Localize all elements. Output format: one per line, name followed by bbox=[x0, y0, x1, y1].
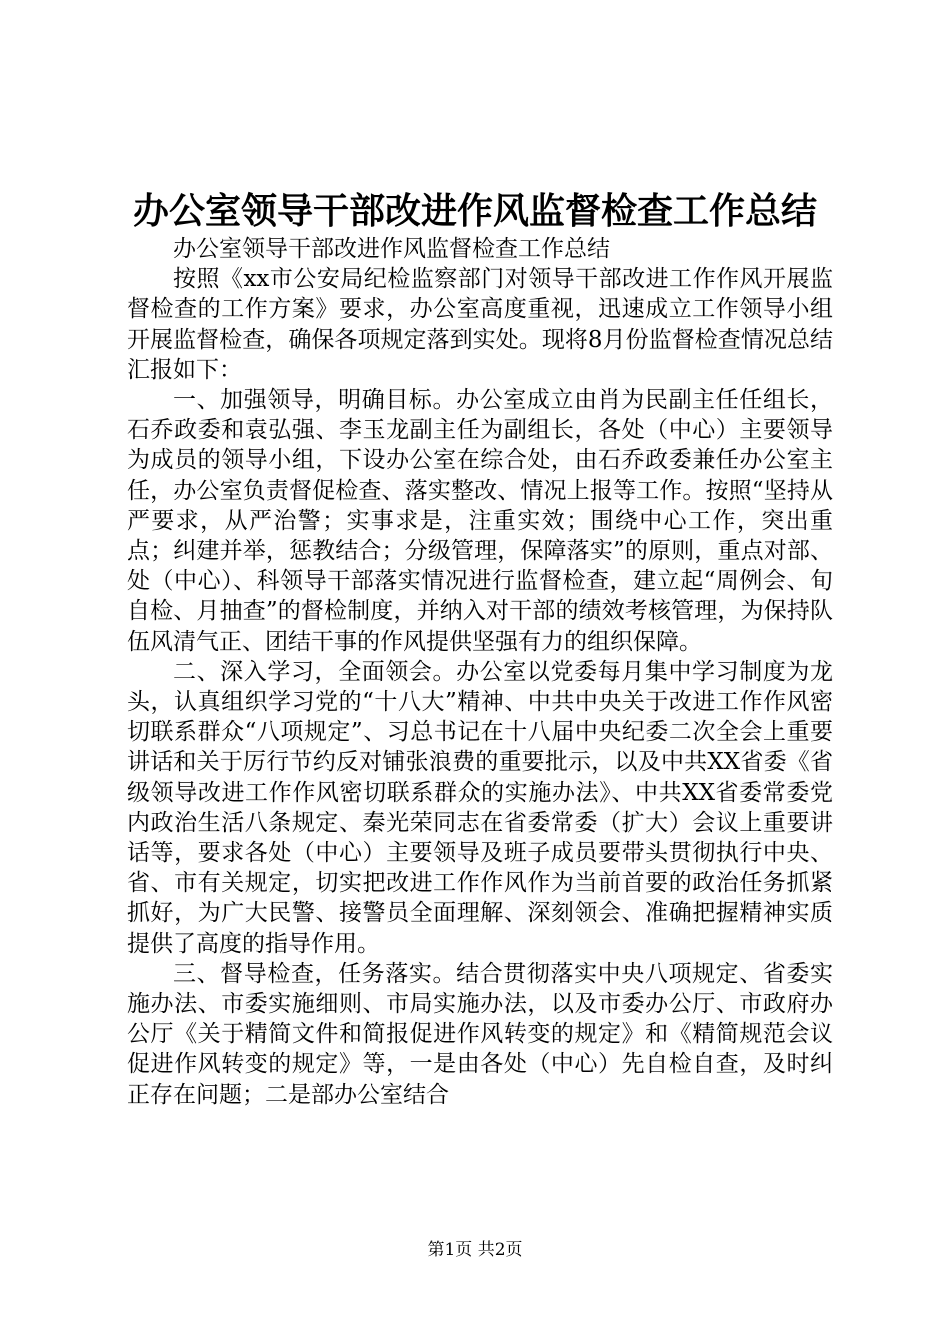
section-three-paragraph: 三、督导检查，任务落实。结合贯彻落实中央八项规定、省委实施办法、市委实施细则、市局实施办法，以及市委办公厅、市政府办公厅《关于精简文件和简报促进作风转变的规定》和《精简规范会议促进作风转变的规定》等，一是由各处（中心）先自检自查，及时纠正存在问题；二是部办公室结合 bbox=[127, 960, 833, 1108]
section-two-paragraph: 二、深入学习，全面领会。办公室以党委每月集中学习制度为龙头，认真组织学习党的“十八大”精神、中共中央关于改进工作作风密切联系群众“八项规定”、习总书记在十八届中央纪委二次全会上重要讲话和关于厉行节约反对铺张浪费的重要批示，以及中共XX省委《省级领导改进工作作风密切联系群众的实施办法》、中共XX省委常委党内政治生活八条规定、秦光荣同志在省委常委（扩大）会议上重要讲话等，要求各处（中心）主要领导及班子成员要带头贯彻执行中央、省、市有关规定，切实把改进工作作风作为当前首要的政治任务抓紧抓好，为广大民警、接警员全面理解、深刻领会、准确把握精神实质提供了高度的指导作用。 bbox=[127, 658, 833, 957]
document-title: 办公室领导干部改进作风监督检查工作总结 bbox=[132, 190, 817, 232]
page-footer bbox=[0, 1238, 950, 1262]
intro-paragraph: 按照《xx市公安局纪检监察部门对领导干部改进工作作风开展监督检查的工作方案》要求，办公室高度重视，迅速成立工作领导小组开展监督检查，确保各项规定落到实处。现将8月份监督检查情况总结汇报如下： bbox=[127, 266, 833, 383]
subtitle-paragraph: 办公室领导干部改进作风监督检查工作总结 bbox=[173, 236, 610, 262]
section-one-paragraph: 一、加强领导，明确目标。办公室成立由肖为民副主任任组长，石乔政委和袁弘强、李玉龙副主任为副组长，各处（中心）主要领导为成员的领导小组，下设办公室在综合处，由石乔政委兼任办公室主任，办公室负责督促检查、落实整改、情况上报等工作。按照“坚持从严要求，从严治警；实事求是，注重实效；围绕中心工作，突出重点；纠建并举，惩教结合；分级管理，保障落实”的原则，重点对部、处（中心）、科领导干部落实情况进行监督检查，建立起“周例会、旬自检、月抽查”的督检制度，并纳入对干部的绩效考核管理，为保持队伍风清气正、团结干事的作风提供坚强有力的组织保障。 bbox=[127, 387, 833, 655]
document-body bbox=[127, 234, 833, 1110]
page-number: 第1页 共2页 bbox=[427, 1240, 523, 1260]
